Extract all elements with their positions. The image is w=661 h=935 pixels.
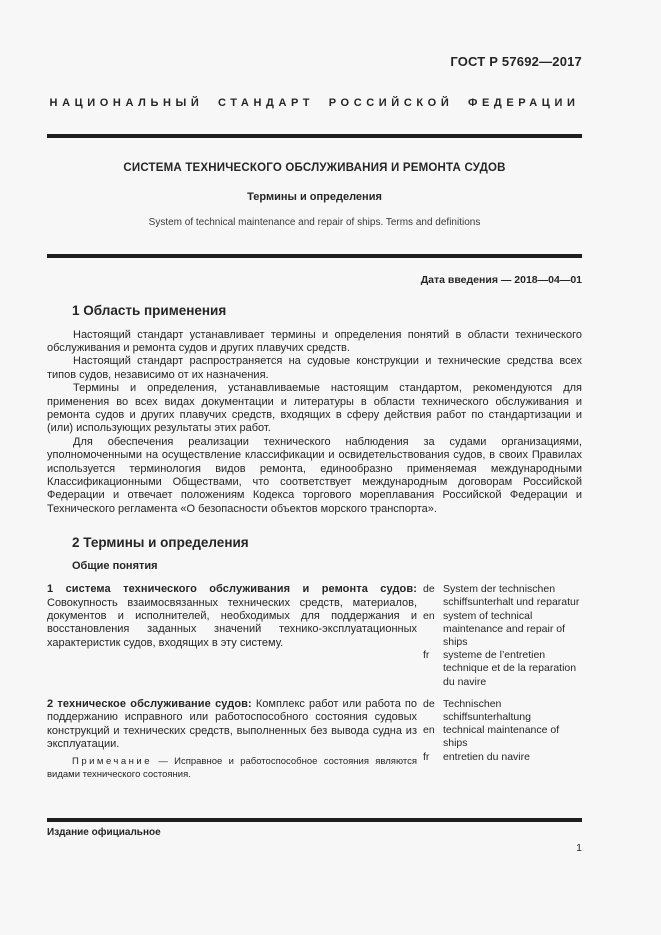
title-rule — [47, 254, 582, 258]
section-1-heading: 1 Область применения — [72, 302, 227, 318]
document-title: СИСТЕМА ТЕХНИЧЕСКОГО ОБСЛУЖИВАНИЯ И РЕМОНТА СУДОВ — [123, 162, 506, 174]
official-edition-note: Издание официальное — [47, 826, 161, 838]
translation-row — [423, 583, 582, 609]
scope-paragraph: Настоящий стандарт распространяется на судовые конструкции и технические средства всех типов судов, независимо от их назначения. — [47, 355, 582, 381]
term-entry — [47, 583, 582, 689]
term-name: 2 техническое обслуживание судов: — [47, 697, 252, 710]
lang-code: de — [423, 697, 435, 710]
scope-paragraph: Термины и определения, устанавливаемые настоящим стандартом, рекомендуются для применения во всех видах документации и литературы в области технического обслуживания и ремонта судов и других плавучих средств, входящих в сферу действия работ по стандартизации и (или) использующих результаты этих работ. — [47, 382, 582, 435]
page-number: 1 — [576, 841, 582, 854]
translation-row — [423, 724, 582, 750]
term-entry — [47, 698, 582, 782]
section-2-subheading: Общие понятия — [72, 560, 158, 573]
term-definition — [47, 583, 417, 650]
terms-list — [47, 583, 582, 781]
effective-date: Дата введения — 2018—04—01 — [420, 273, 582, 286]
term-note-text: — Исправное и работоспособное состояния являются видами технического состояния. — [47, 756, 417, 780]
header-rule — [47, 134, 582, 138]
lang-text: technical maintenance of ships — [443, 724, 560, 750]
term-definition — [47, 698, 417, 752]
document-subtitle: Термины и определения — [247, 191, 382, 203]
lang-text: entretien du navire — [443, 750, 530, 763]
lang-code: fr — [423, 750, 430, 763]
translation-row — [423, 649, 582, 689]
term-definition-text: Комплекс работ или работа по поддержанию исправного или работоспособного состояния судовых конструкций и технических средств, выполненных без вывода судна из эксплуатации. — [47, 697, 417, 751]
term-note-label: Примечание — [72, 756, 152, 768]
translation-row — [423, 610, 582, 650]
term-definition-column — [47, 698, 417, 782]
term-definition-text: Совокупность взаимосвязанных технических средств, материалов, документов и исполнителей, необходимых для поддержания и восстановления заданных значений технико-эксплуатационных характеристик судов, входящих в эту систему. — [47, 596, 417, 649]
lang-code: fr — [423, 649, 430, 662]
translation-row — [423, 698, 582, 724]
section-2-heading: 2 Термины и определения — [72, 535, 249, 551]
document-subtitle-english: System of technical maintenance and repair of ships. Terms and definitions — [148, 217, 481, 228]
scope-paragraph: Для обеспечения реализации технического наблюдения за судами организациями, уполномоченными на осуществление классификации и освидетельствования судов, в своих Правилах используется терминология видов ремонта, единообразно применяемая международными Классификационными Обществами, что соответствует международным договорам Российской Федерации и отвечает положениям Кодекса торгового мореплавания Российской Федерации и Технического регламента «О безопасности объектов морского транспорта». — [47, 435, 582, 515]
lang-text: systeme de l’entretien technique et de la reparation du navire — [443, 649, 577, 688]
footer-rule — [47, 818, 582, 822]
lang-text: system of technical maintenance and repair of ships — [443, 609, 565, 648]
page-content — [0, 54, 661, 781]
national-standard-banner: НАЦИОНАЛЬНЫЙ СТАНДАРТ РОССИЙСКОЙ ФЕДЕРАЦИИ — [49, 97, 580, 109]
lang-code: en — [423, 724, 435, 737]
term-translations-column — [423, 698, 582, 782]
translation-row — [423, 751, 582, 764]
lang-code: en — [423, 609, 435, 622]
term-definition-column — [47, 583, 417, 689]
term-note — [47, 756, 417, 781]
lang-code: de — [423, 583, 435, 596]
doc-code: ГОСТ Р 57692—2017 — [450, 54, 582, 69]
lang-text: System der technischen schiffsunterhalt und reparatur — [443, 583, 580, 609]
term-translations-column — [423, 583, 582, 689]
term-name: 1 система технического обслуживания и ремонта судов: — [47, 583, 417, 596]
page-footer — [47, 818, 582, 854]
lang-text: Technischen schiffsunterhaltung — [443, 697, 531, 724]
scope-paragraph: Настоящий стандарт устанавливает термины и определения понятий в области технического обслуживания и ремонта судов и других плавучих средств. — [47, 328, 582, 354]
